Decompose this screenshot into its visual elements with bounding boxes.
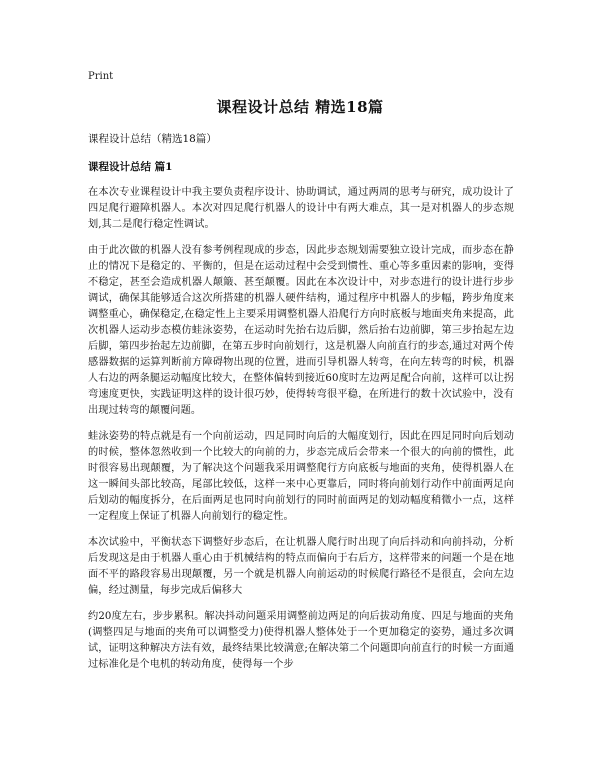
document-subtitle: 课程设计总结（精选18篇） (88, 133, 217, 145)
paragraph: 本次试验中，平衡状态下调整好步态后，在让机器人爬行时出现了向后抖动和向前抖动，分析后发现这是由于机器人重心由于机械结构的特点而偏向于右后方，这样带来的问题一个是在地面不平的路段容易出现颠覆，另一个就是机器人向前运动的时候爬行路径不是很直，会向左边偏，经过测量，每步完成后偏移大 (88, 537, 514, 596)
document-title: 课程设计总结 精选18篇 (216, 98, 384, 116)
paragraph: 约20度左右，步步累积。解决抖动问题采用调整前边两足的向后拔动角度、四足与地面的夹角(调整四足与地面的夹角可以调整受力)使得机器人整体处于一个更加稳定的姿势，通过多次调试，证明这种解决方法有效，最终结果比较满意;在解决第二个问题即向前直行的时候一方面通过标准化是个电机的转动角度，使得每一个步 (88, 611, 514, 670)
body-text (88, 185, 514, 683)
paragraph: 在本次专业课程设计中我主要负责程序设计、协助调试，通过两周的思考与研究，成功设计了四足爬行避障机器人。本次对四足爬行机器人的设计中有两大难点，其一是对机器人的步态规划,其二是爬行稳定性调试。 (88, 187, 514, 230)
section-heading: 课程设计总结 篇1 (88, 161, 173, 173)
paragraph: 蛙泳姿势的特点就是有一个向前运动，四足同时向后的大幅度划行，因此在四足同时向后划动的时候，整体忽然收到一个比较大的向前的力，步态完成后会带来一个很大的向前的惯性，此时很容易出现颠覆，为了解决这个问题我采用调整爬行方向底板与地面的夹角，使得机器人在这一瞬间头部比较高，尾部比较低，这样一来中心更靠后，同时将向前划行动作中前面两足向后划动的幅度拆分，在后面两足也同时向前划行的同时前面两足的划动幅度稍微小一点，这样一定程度上保证了机器人向前划行的稳定性。 (88, 431, 514, 522)
paragraph: 由于此次做的机器人没有参考例程现成的步态，因此步态规划需要独立设计完成，而步态在静止的情况下是稳定的、平衡的，但是在运动过程中会受到惯性、重心等多重因素的影响，变得不稳定，甚至会造成机器人颠簸、甚至颠覆。因此在本次设计中，对步态进行的设计进行步步调试，确保其能够适合这次所搭建的机器人硬件结构，通过程序中机器人的步幅，跨步角度来调整重心，确保稳定,在稳定性上主要采用调整机器人沿爬行方向时底板与地面夹角来提高，此次机器人运动步态模仿蛙泳姿势，在运动时先抬右边后脚，然后抬右边前脚，第三步抬起左边后脚，第四步抬起左边前脚，在第五步时向前划行，这是机器人向前直行的步态,通过对两个传感器数据的运算判断前方障碍物出现的位置，进而引导机器人转弯，在向左转弯的时候，机器人右边的两条腿运动幅度比较大，在整体偏转到接近60度时左边两足配合向前，这样可以让拐弯速度更快，实践证明这样的设计很巧妙，使得转弯很平稳，在所进行的数十次试验中，没有出现过转弯的颠覆问题。 (88, 245, 514, 416)
print-link[interactable]: Print (88, 71, 114, 82)
